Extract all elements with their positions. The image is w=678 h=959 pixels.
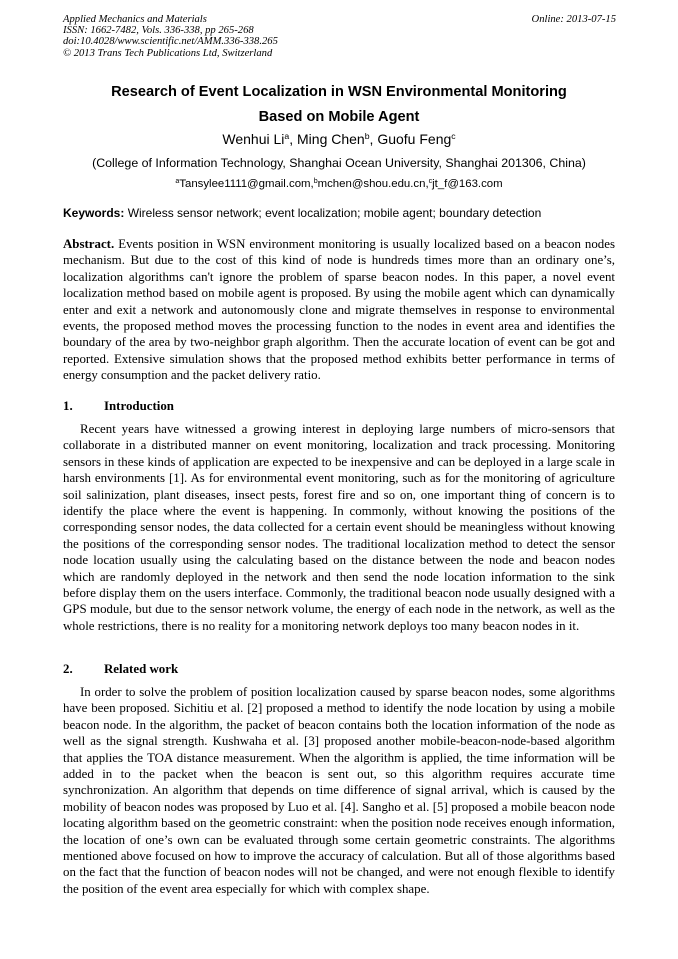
email-address: mchen@shou.edu.cn bbox=[317, 178, 426, 190]
journal-name: Applied Mechanics and Materials bbox=[63, 14, 207, 25]
title-line-1: Research of Event Localization in WSN Environmental Monitoring bbox=[111, 84, 567, 100]
email-superscript: a bbox=[175, 177, 180, 185]
journal-header bbox=[63, 14, 278, 59]
author-name: Wenhui Li bbox=[222, 131, 285, 147]
abstract bbox=[63, 236, 615, 384]
email-superscript: c bbox=[428, 177, 433, 185]
paper-title bbox=[40, 80, 638, 130]
email-address: Tansylee1111@gmail.com bbox=[179, 178, 311, 190]
title-line-2: Based on Mobile Agent bbox=[258, 109, 420, 125]
section-number: 1. bbox=[63, 399, 73, 413]
keywords-label: Keywords: bbox=[63, 206, 125, 220]
section-body-introduction: Recent years have witnessed a growing interest in deploying large numbers of micro-sensors that collaborate in a distributed manner on event monitoring, localization and track processing. Monitoring sensors in these kinds of application are expected to be inexpensive and can be deployed in a large scale in harsh environments [1]. As for environmental event monitoring, such as for the monitoring of agriculture soil salinization, plant diseases, insect pests, forest fire and so on, one important thing of concern is to identify the place where the event is happening. In commonly, without knowing the positions of the corresponding sensor nodes, the data collected for a certain event should be meaningless without knowing the positions of the corresponding sensor nodes. The traditional localization method to detect the sensor node location usually using the calculating based on the distance between the node and beacon nodes which are randomly deployed in the network and then send the node location information to the sink before display them on the users interface. Commonly, the traditional beacon node usually designed with a GPS module, but due to the sensor network volume, the energy of each node in the network, as well as the whole restrictions, there is no reality for a monitoring network deploys too many beacon nodes in it. bbox=[63, 422, 615, 633]
keywords-text: Wireless sensor network; event localization; mobile agent; boundary detection bbox=[124, 206, 542, 220]
copyright-line: © 2013 Trans Tech Publications Ltd, Switzerland bbox=[63, 47, 273, 59]
section-title: Introduction bbox=[104, 399, 174, 413]
author-superscript: c bbox=[451, 130, 456, 141]
author-superscript: b bbox=[364, 130, 370, 141]
keywords bbox=[63, 206, 623, 221]
issn-line: ISSN: 1662-7482, Vols. 336-338, pp 265-268 bbox=[63, 25, 254, 37]
section-body-related-work: In order to solve the problem of position localization caused by sparse beacon nodes, some algorithms have been proposed. Sichitiu et al. [2] proposed a method to identify the node location by using a mobile beacon node. In the algorithm, the packet of beacon contains both the location information of the node as well as the signal strength. Kushwaha et al. [3] proposed another mobile-beacon-node-based algorithm that applies the TOA distance measurement. When the algorithm is applied, the time information will be added in to the packet when the beacon is sent out, so this algorithm requires accurate time synchronization. An algorithm that depends on time difference of signal arrival, which is caused by the mobility of beacon nodes was proposed by Luo et al. [4]. Sangho et al. [5] proposed a mobile beacon node locating algorithm based on the geometric constraint: when the position node receives enough information, the location of one’s own can be evaluated through some certain geometric constraints. The algorithms mentioned above focused on how to improve the accuracy of calculation. But all of those algorithms based on the fact that the function of beacon nodes will not be changed, and were not enough flexible to identify the position of the event area especially for which with complex shape. bbox=[63, 685, 615, 896]
affiliation: (College of Information Technology, Shanghai Ocean University, Shanghai 201306, China) bbox=[92, 156, 586, 170]
email-superscript: b bbox=[313, 177, 318, 185]
doi-line: doi:10.4028/www.scientific.net/AMM.336-338.265 bbox=[63, 36, 278, 48]
author-list: Wenhui Li$^a$, Ming Chen$^b$, Guofu Feng$^c$ bbox=[222, 130, 456, 147]
author-name: Guofu Feng bbox=[377, 131, 452, 147]
section-number: 2. bbox=[63, 662, 73, 676]
section-title: Related work bbox=[104, 662, 179, 676]
abstract-text: Events position in WSN environment monitoring is usually localized based on a beacon nodes mechanism. But due to the cost of this kind of node is hundreds times more than an ordinary one’s, localization algorithms can't ignore the problem of sparse beacon nodes. In this paper, a novel event localization method based on mobile agent is proposed. By using the mobile agent which can dynamically enter and exit a network and autonomously clone and migrate themselves in response to environmental events, the proposed method moves the processing function to the nodes in event area and identifies the boundary of the area by two-neighbor graph algorithm. Then the accurate location of event can be got and reported. Extensive simulation shows that the proposed method exhibits better performance in terms of energy consumption and the packet delivery ratio. bbox=[63, 237, 615, 383]
section-heading-introduction bbox=[63, 398, 174, 414]
author-name: Ming Chen bbox=[297, 131, 365, 147]
email-list: $^a$Tansylee1111@gmail.com,$^b$mchen@shou.edu.cn,$^c$jt_f@163.com bbox=[175, 177, 503, 190]
section-heading-related-work bbox=[63, 661, 178, 677]
author-superscript: a bbox=[284, 130, 290, 141]
abstract-label: Abstract. bbox=[63, 237, 115, 251]
online-date: Online: 2013-07-15 bbox=[531, 14, 616, 25]
email-address: jt_f@163.com bbox=[432, 178, 503, 190]
